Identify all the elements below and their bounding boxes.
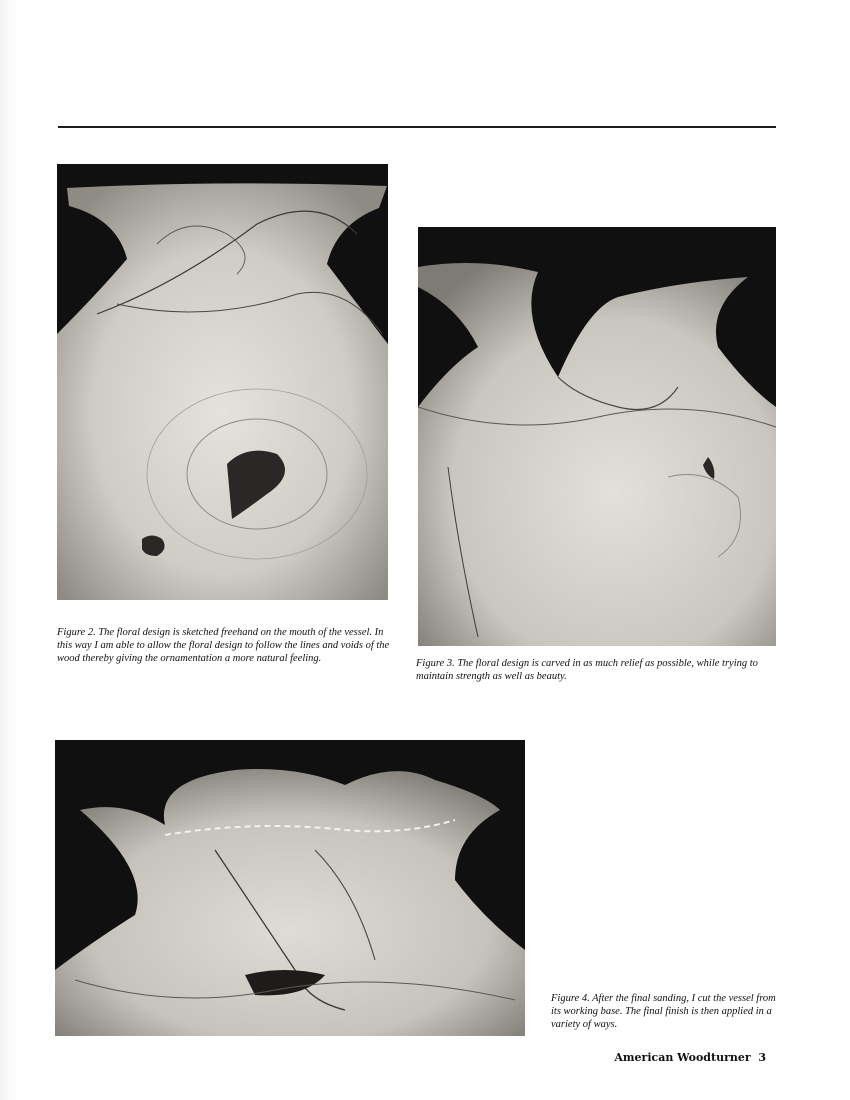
figure-4-photo	[55, 740, 525, 1036]
page-edge-shadow	[0, 0, 18, 1100]
page-footer	[610, 1051, 766, 1064]
figure-2-vessel-image	[57, 164, 388, 600]
figure-3-vessel-image	[418, 227, 776, 646]
figure-4-caption: Figure 4. After the final sanding, I cut the vessel from its working base. The final finish is then applied in a variety of ways.	[551, 993, 776, 1030]
page-number: 3	[758, 1051, 766, 1064]
figure-4-vessel-image	[55, 740, 525, 1036]
figure-3-photo	[418, 227, 776, 646]
figure-2-caption: Figure 2. The floral design is sketched freehand on the mouth of the vessel. In this way I am able to allow the floral design to follow the lines and voids of the wood thereby giving the ornamentation a more natural feeling.	[57, 627, 390, 664]
publication-name: American Woodturner	[614, 1051, 751, 1064]
figure-3-caption: Figure 3. The floral design is carved in as much relief as possible, while trying to maintain strength as well as beauty.	[416, 658, 758, 682]
header-rule	[58, 126, 776, 128]
figure-2-photo	[57, 164, 388, 600]
